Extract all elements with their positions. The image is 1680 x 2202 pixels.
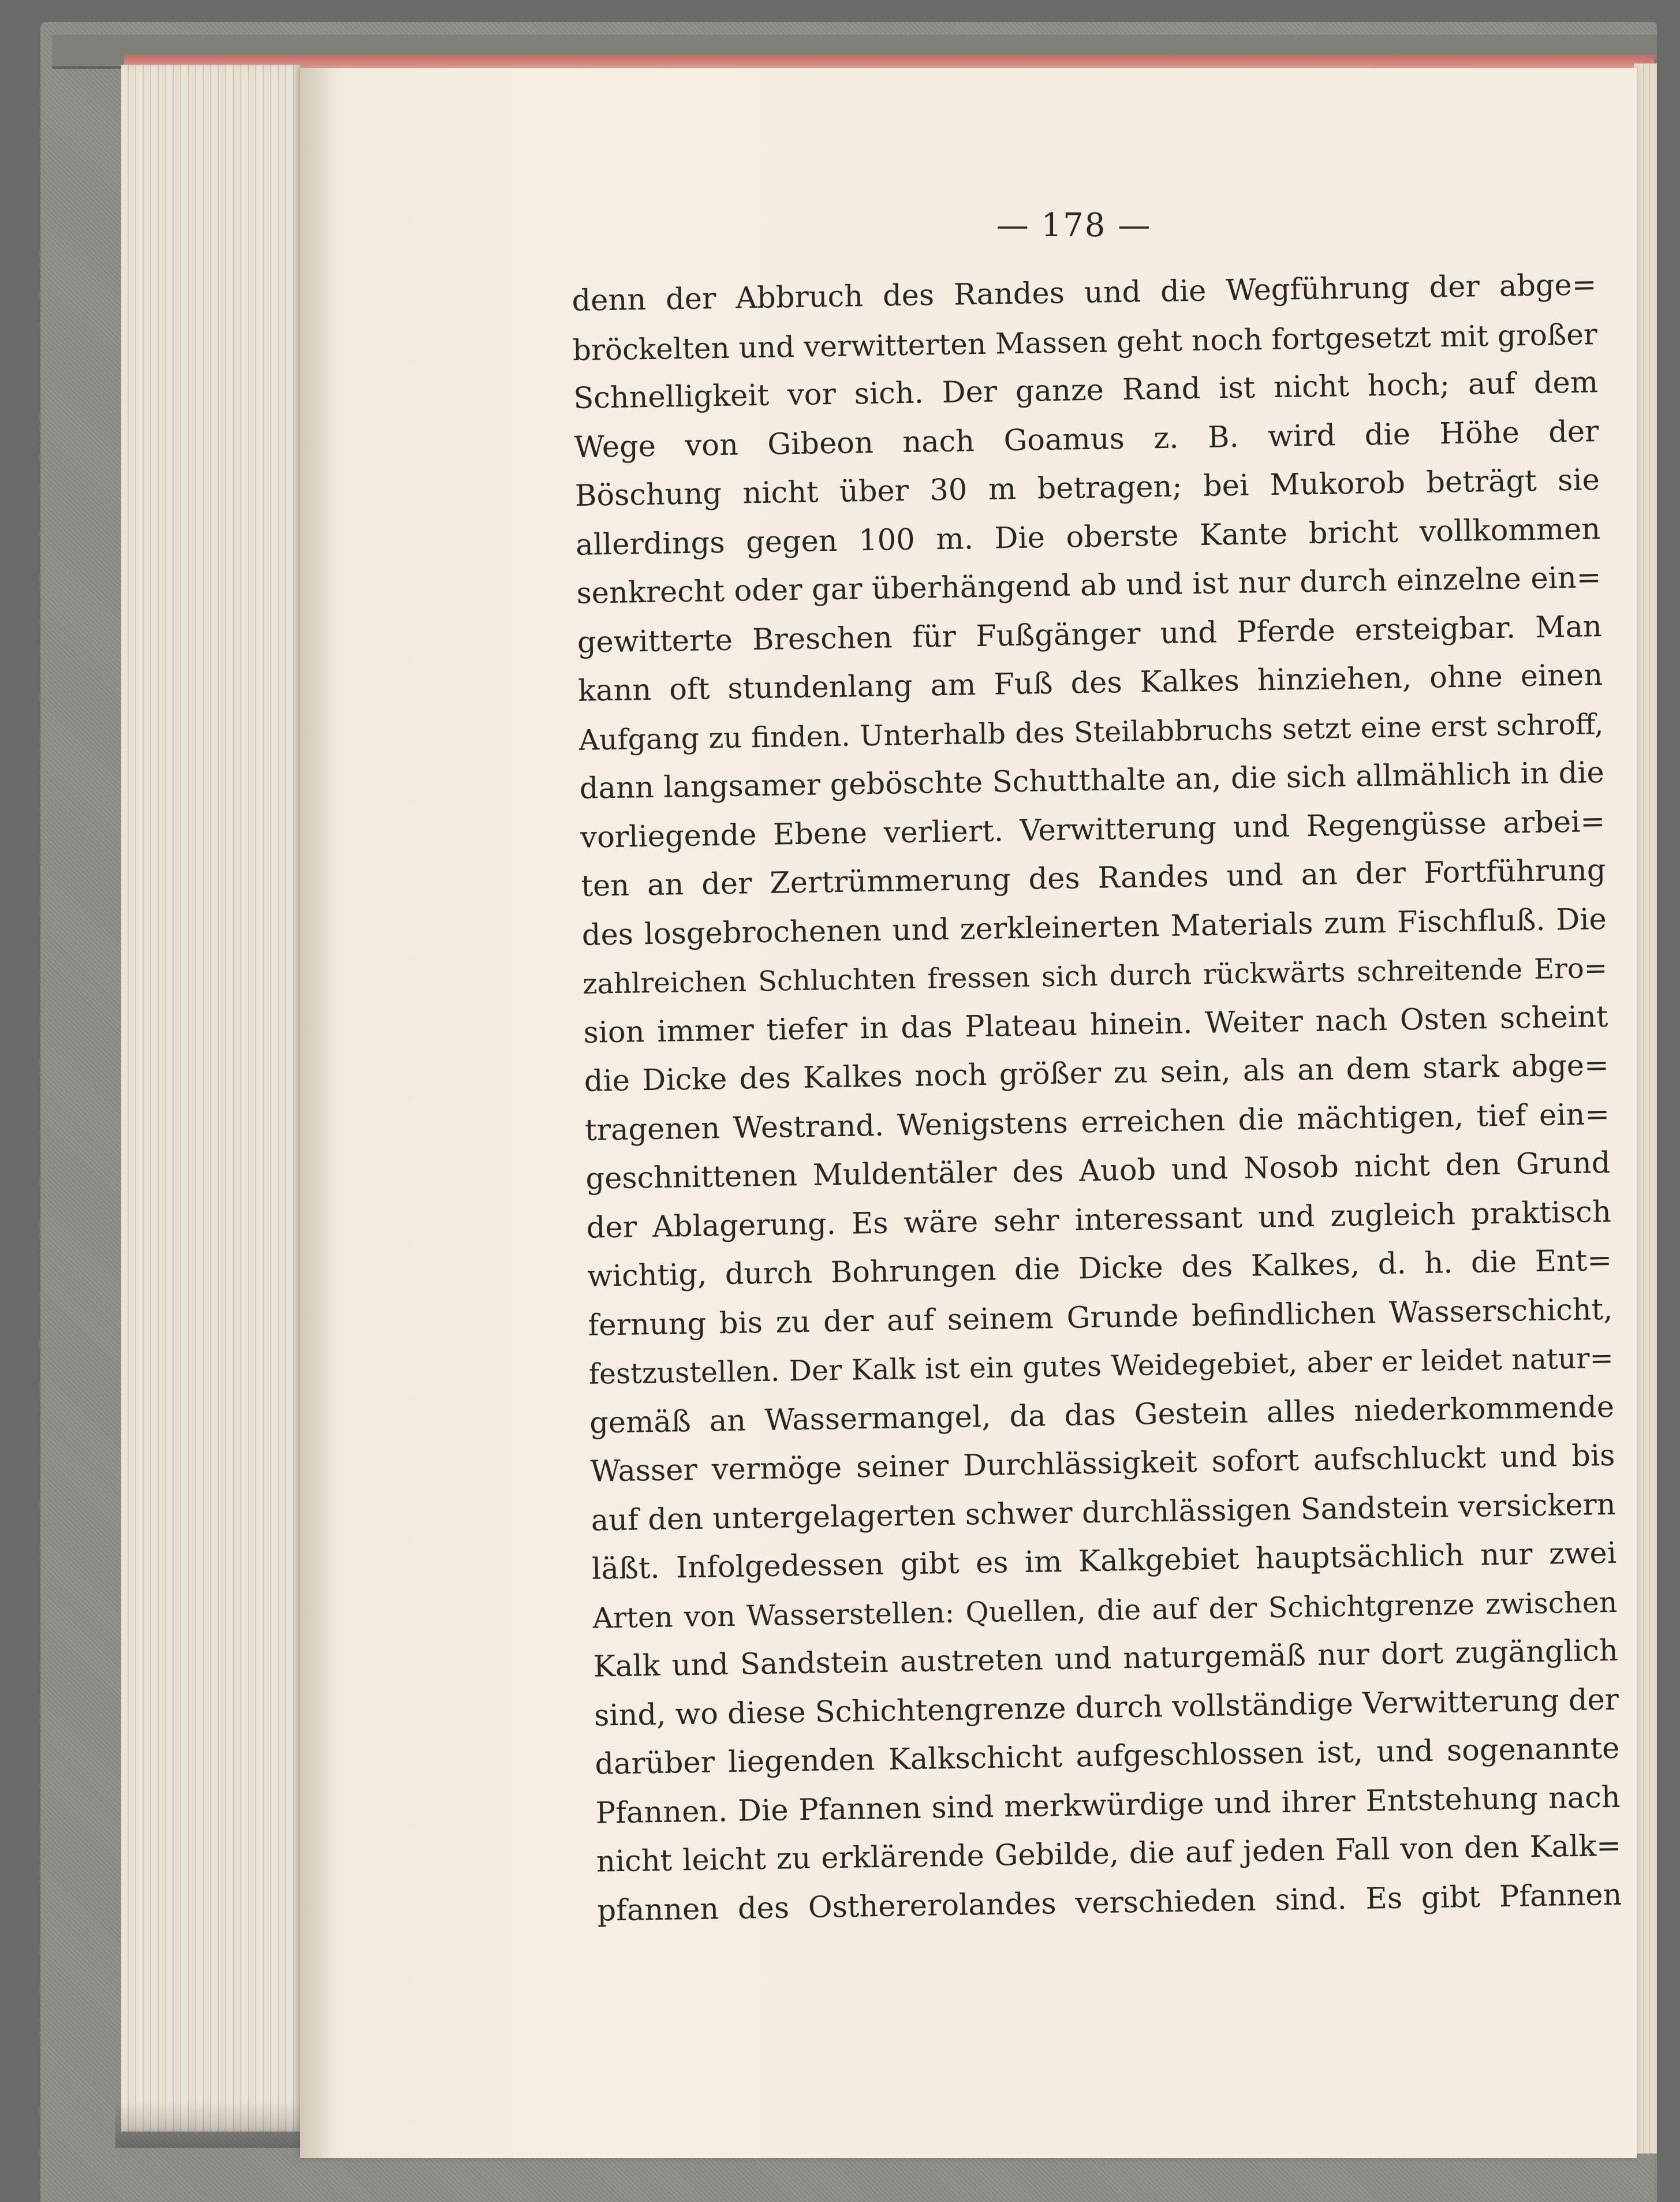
text-line: zahlreichen Schluchten fressen sich durch rückwärts schreitende Ero= — [582, 951, 1608, 1001]
text-line: tragenen Westrand. Wenigstens erreichen die mächtigen, tief ein= — [584, 1097, 1610, 1148]
text-line: Schnelligkeit vor sich. Der ganze Rand ist nicht hoch; auf dem — [573, 365, 1599, 416]
text-line: nicht leicht zu erklärende Gebilde, die auf jeden Fall von den Kalk= — [596, 1828, 1622, 1879]
text-line: senkrecht oder gar überhängend ab und ist nur durch einzelne ein= — [576, 561, 1601, 611]
text-line: ten an der Zertrümmerung des Randes und an der Fortführung — [581, 853, 1606, 904]
text-line: sion immer tiefer in das Plateau hinein. Weiter nach Osten scheint — [583, 999, 1608, 1050]
text-line: dann langsamer geböschte Schutthalte an, die sich allmählich in die — [579, 756, 1605, 806]
text-line: festzustellen. Der Kalk ist ein gutes Weidegebiet, aber er leidet natur= — [588, 1341, 1614, 1391]
text-line: Kalk und Sandstein austreten und naturgemäß nur dort zugänglich — [593, 1633, 1619, 1684]
text-line: kann oft stundenlang am Fuß des Kalkes hinziehen, ohne einen — [577, 658, 1603, 708]
text-line: darüber liegenden Kalkschicht aufgeschlossen ist, und sogenannte — [595, 1731, 1620, 1782]
text-line: des losgebrochenen und zerkleinerten Materials zum Fischfluß. Die — [581, 902, 1607, 953]
text-line: der Ablagerung. Es wäre sehr interessant und zugleich praktisch — [586, 1195, 1612, 1245]
page-gutter-shadow — [300, 68, 341, 2158]
text-line: allerdings gegen 100 m. Die oberste Kante bricht vollkommen — [575, 512, 1601, 562]
left-page-stack-shadow — [115, 2102, 306, 2148]
text-line: läßt. Infolgedessen gibt es im Kalkgebiet hauptsächlich nur zwei — [591, 1536, 1617, 1587]
text-line: pfannen des Osthererolandes verschieden sind. Es gibt Pfannen — [596, 1878, 1622, 1928]
text-line: Wege von Gibeon nach Goamus z. B. wird die Höhe der — [574, 414, 1599, 465]
right-page-stack — [1634, 64, 1657, 2154]
text-line: wichtig, durch Bohrungen die Dicke des Kalkes, d. h. die Ent= — [587, 1243, 1612, 1294]
left-page-stack — [121, 65, 300, 2132]
text-line: sind, wo diese Schichtengrenze durch vollständige Verwitterung der — [593, 1682, 1619, 1733]
text-line: auf den untergelagerten schwer durchlässigen Sandstein versickern — [591, 1487, 1616, 1538]
text-line: gewitterte Breschen für Fußgänger und Pferde ersteigbar. Man — [577, 609, 1603, 660]
page-text — [572, 261, 1622, 1936]
text-line: gemäß an Wassermangel, da das Gestein alles niederkommende — [589, 1390, 1615, 1440]
text-line: Pfannen. Die Pfannen sind merkwürdige und ihrer Entstehung nach — [595, 1780, 1621, 1831]
text-line: vorliegende Ebene verliert. Verwitterung und Regengüsse arbei= — [580, 804, 1606, 855]
text-line: Böschung nicht über 30 m betragen; bei Mukorob beträgt sie — [574, 463, 1600, 513]
text-line: geschnittenen Muldentäler des Auob und Nosob nicht den Grund — [585, 1145, 1611, 1196]
text-line: Wasser vermöge seiner Durchlässigkeit sofort aufschluckt und bis — [590, 1438, 1615, 1489]
text-line: denn der Abbruch des Randes und die Wegführung der abge= — [572, 268, 1597, 318]
text-line: bröckelten und verwitterten Massen geht noch fortgesetzt mit großer — [572, 317, 1598, 367]
text-line: Aufgang zu finden. Unterhalb des Steilabbruchs setzt eine erst schroff, — [578, 707, 1604, 757]
page-number: — 178 — — [996, 207, 1152, 244]
text-line: Arten von Wasserstellen: Quellen, die auf der Schichtgrenze zwischen — [592, 1585, 1618, 1635]
text-line: die Dicke des Kalkes noch größer zu sein, als an dem stark abge= — [584, 1048, 1610, 1099]
text-line: fernung bis zu der auf seinem Grunde befindlichen Wasserschicht, — [588, 1292, 1613, 1343]
